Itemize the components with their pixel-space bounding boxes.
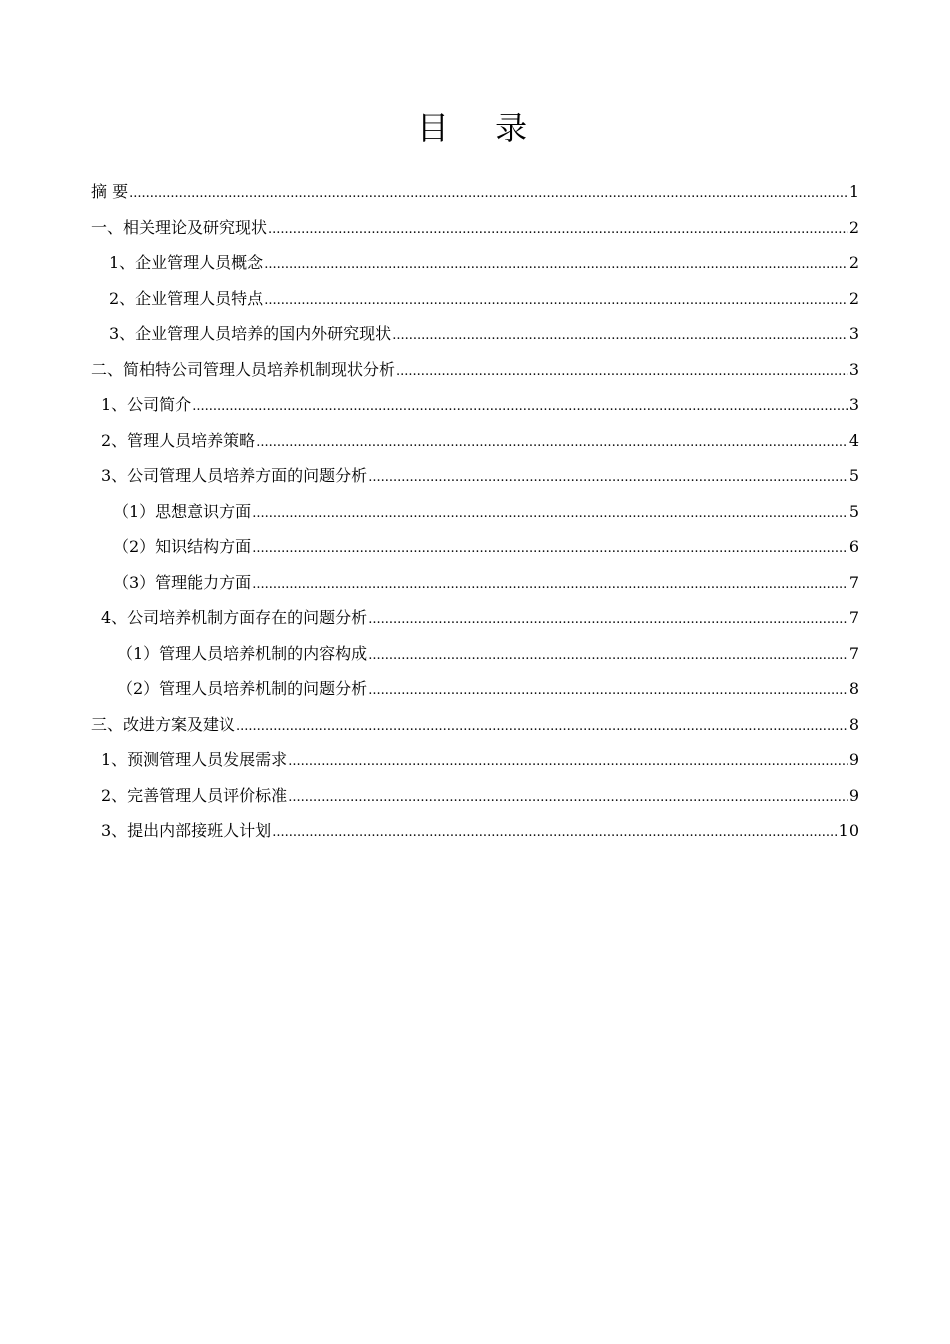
toc-dot-leader — [264, 283, 848, 319]
toc-dot-leader — [264, 247, 848, 283]
toc-entry-title: （3）管理能力方面 — [113, 572, 252, 592]
toc-page-number: 7 — [848, 608, 859, 627]
toc-entry-title: 三、改进方案及建议 — [91, 714, 236, 734]
toc-entry-title: 2、完善管理人员评价标准 — [101, 785, 288, 805]
toc-entry[interactable] — [91, 281, 859, 317]
toc-dot-leader — [368, 673, 848, 709]
toc-entry[interactable] — [91, 636, 859, 672]
page-title: 目 录 — [416, 109, 546, 147]
toc-entry-title: 摘 要 — [91, 182, 129, 201]
toc-dot-leader — [192, 389, 848, 425]
toc-entry-title: 2、管理人员培养策略 — [101, 430, 256, 450]
toc-entry[interactable] — [91, 707, 859, 743]
toc-entry[interactable] — [91, 565, 859, 601]
toc-page-number: 4 — [848, 430, 859, 450]
toc-dot-leader — [252, 567, 848, 603]
toc-entry[interactable] — [91, 671, 859, 707]
toc-entry[interactable] — [91, 352, 859, 388]
toc-entry-title: （1）思想意识方面 — [113, 501, 252, 521]
toc-entry-title: 3、提出内部接班人计划 — [101, 821, 272, 840]
toc-entry-title: 1、企业管理人员概念 — [109, 253, 264, 272]
toc-dot-leader — [396, 354, 848, 390]
toc-page-number: 3 — [848, 395, 859, 414]
toc-dot-leader — [368, 460, 848, 496]
toc-dot-leader — [236, 709, 848, 745]
toc-page-number: 2 — [848, 288, 859, 308]
table-of-contents — [91, 174, 859, 849]
toc-dot-leader — [288, 780, 848, 816]
toc-page-number: 3 — [848, 359, 859, 379]
toc-entry[interactable] — [91, 423, 859, 459]
toc-entry-title: 二、简柏特公司管理人员培养机制现状分析 — [91, 359, 396, 379]
toc-entry-title: （2）知识结构方面 — [113, 537, 252, 556]
toc-dot-leader — [252, 496, 848, 532]
toc-page-number: 3 — [848, 324, 859, 343]
toc-entry[interactable] — [91, 245, 859, 281]
toc-page-number: 6 — [848, 537, 859, 556]
toc-page-number: 8 — [848, 679, 859, 698]
toc-entry[interactable] — [91, 494, 859, 530]
toc-entry[interactable] — [91, 387, 859, 423]
toc-page-number: 9 — [848, 785, 859, 805]
toc-entry-title: 3、企业管理人员培养的国内外研究现状 — [109, 324, 392, 343]
toc-entry-title: （1）管理人员培养机制的内容构成 — [117, 643, 368, 663]
toc-entry-title: 1、公司简介 — [101, 395, 192, 414]
toc-dot-leader — [392, 318, 848, 354]
toc-page-number: 7 — [848, 572, 859, 592]
toc-entry[interactable] — [91, 813, 859, 849]
toc-page-number: 1 — [848, 182, 859, 201]
toc-page-number: 8 — [848, 714, 859, 734]
toc-entry-title: 1、预测管理人员发展需求 — [101, 750, 288, 769]
toc-dot-leader — [368, 602, 848, 638]
toc-dot-leader — [368, 638, 848, 674]
toc-entry[interactable] — [91, 778, 859, 814]
toc-dot-leader — [272, 815, 837, 851]
toc-page-number: 2 — [848, 217, 859, 237]
toc-entry[interactable] — [91, 742, 859, 778]
toc-page-number: 9 — [848, 750, 859, 769]
toc-entry[interactable] — [91, 210, 859, 246]
toc-page-number: 5 — [848, 466, 859, 485]
toc-dot-leader — [256, 425, 848, 461]
toc-page-number: 5 — [848, 501, 859, 521]
toc-entry[interactable] — [91, 529, 859, 565]
toc-entry-title: 一、相关理论及研究现状 — [91, 217, 268, 237]
toc-entry[interactable] — [91, 458, 859, 494]
toc-entry-title: 2、企业管理人员特点 — [109, 288, 264, 308]
toc-dot-leader — [268, 212, 848, 248]
toc-entry[interactable] — [91, 600, 859, 636]
toc-page-number: 7 — [848, 643, 859, 663]
toc-dot-leader — [129, 176, 848, 212]
toc-page-number: 2 — [848, 253, 859, 272]
toc-entry-title: 4、公司培养机制方面存在的问题分析 — [101, 608, 368, 627]
toc-entry-title: （2）管理人员培养机制的问题分析 — [117, 679, 368, 698]
toc-entry[interactable] — [91, 174, 859, 210]
toc-dot-leader — [252, 531, 848, 567]
toc-entry[interactable] — [91, 316, 859, 352]
toc-page-number: 10 — [838, 821, 859, 840]
toc-entry-title: 3、公司管理人员培养方面的问题分析 — [101, 466, 368, 485]
toc-dot-leader — [288, 744, 848, 780]
